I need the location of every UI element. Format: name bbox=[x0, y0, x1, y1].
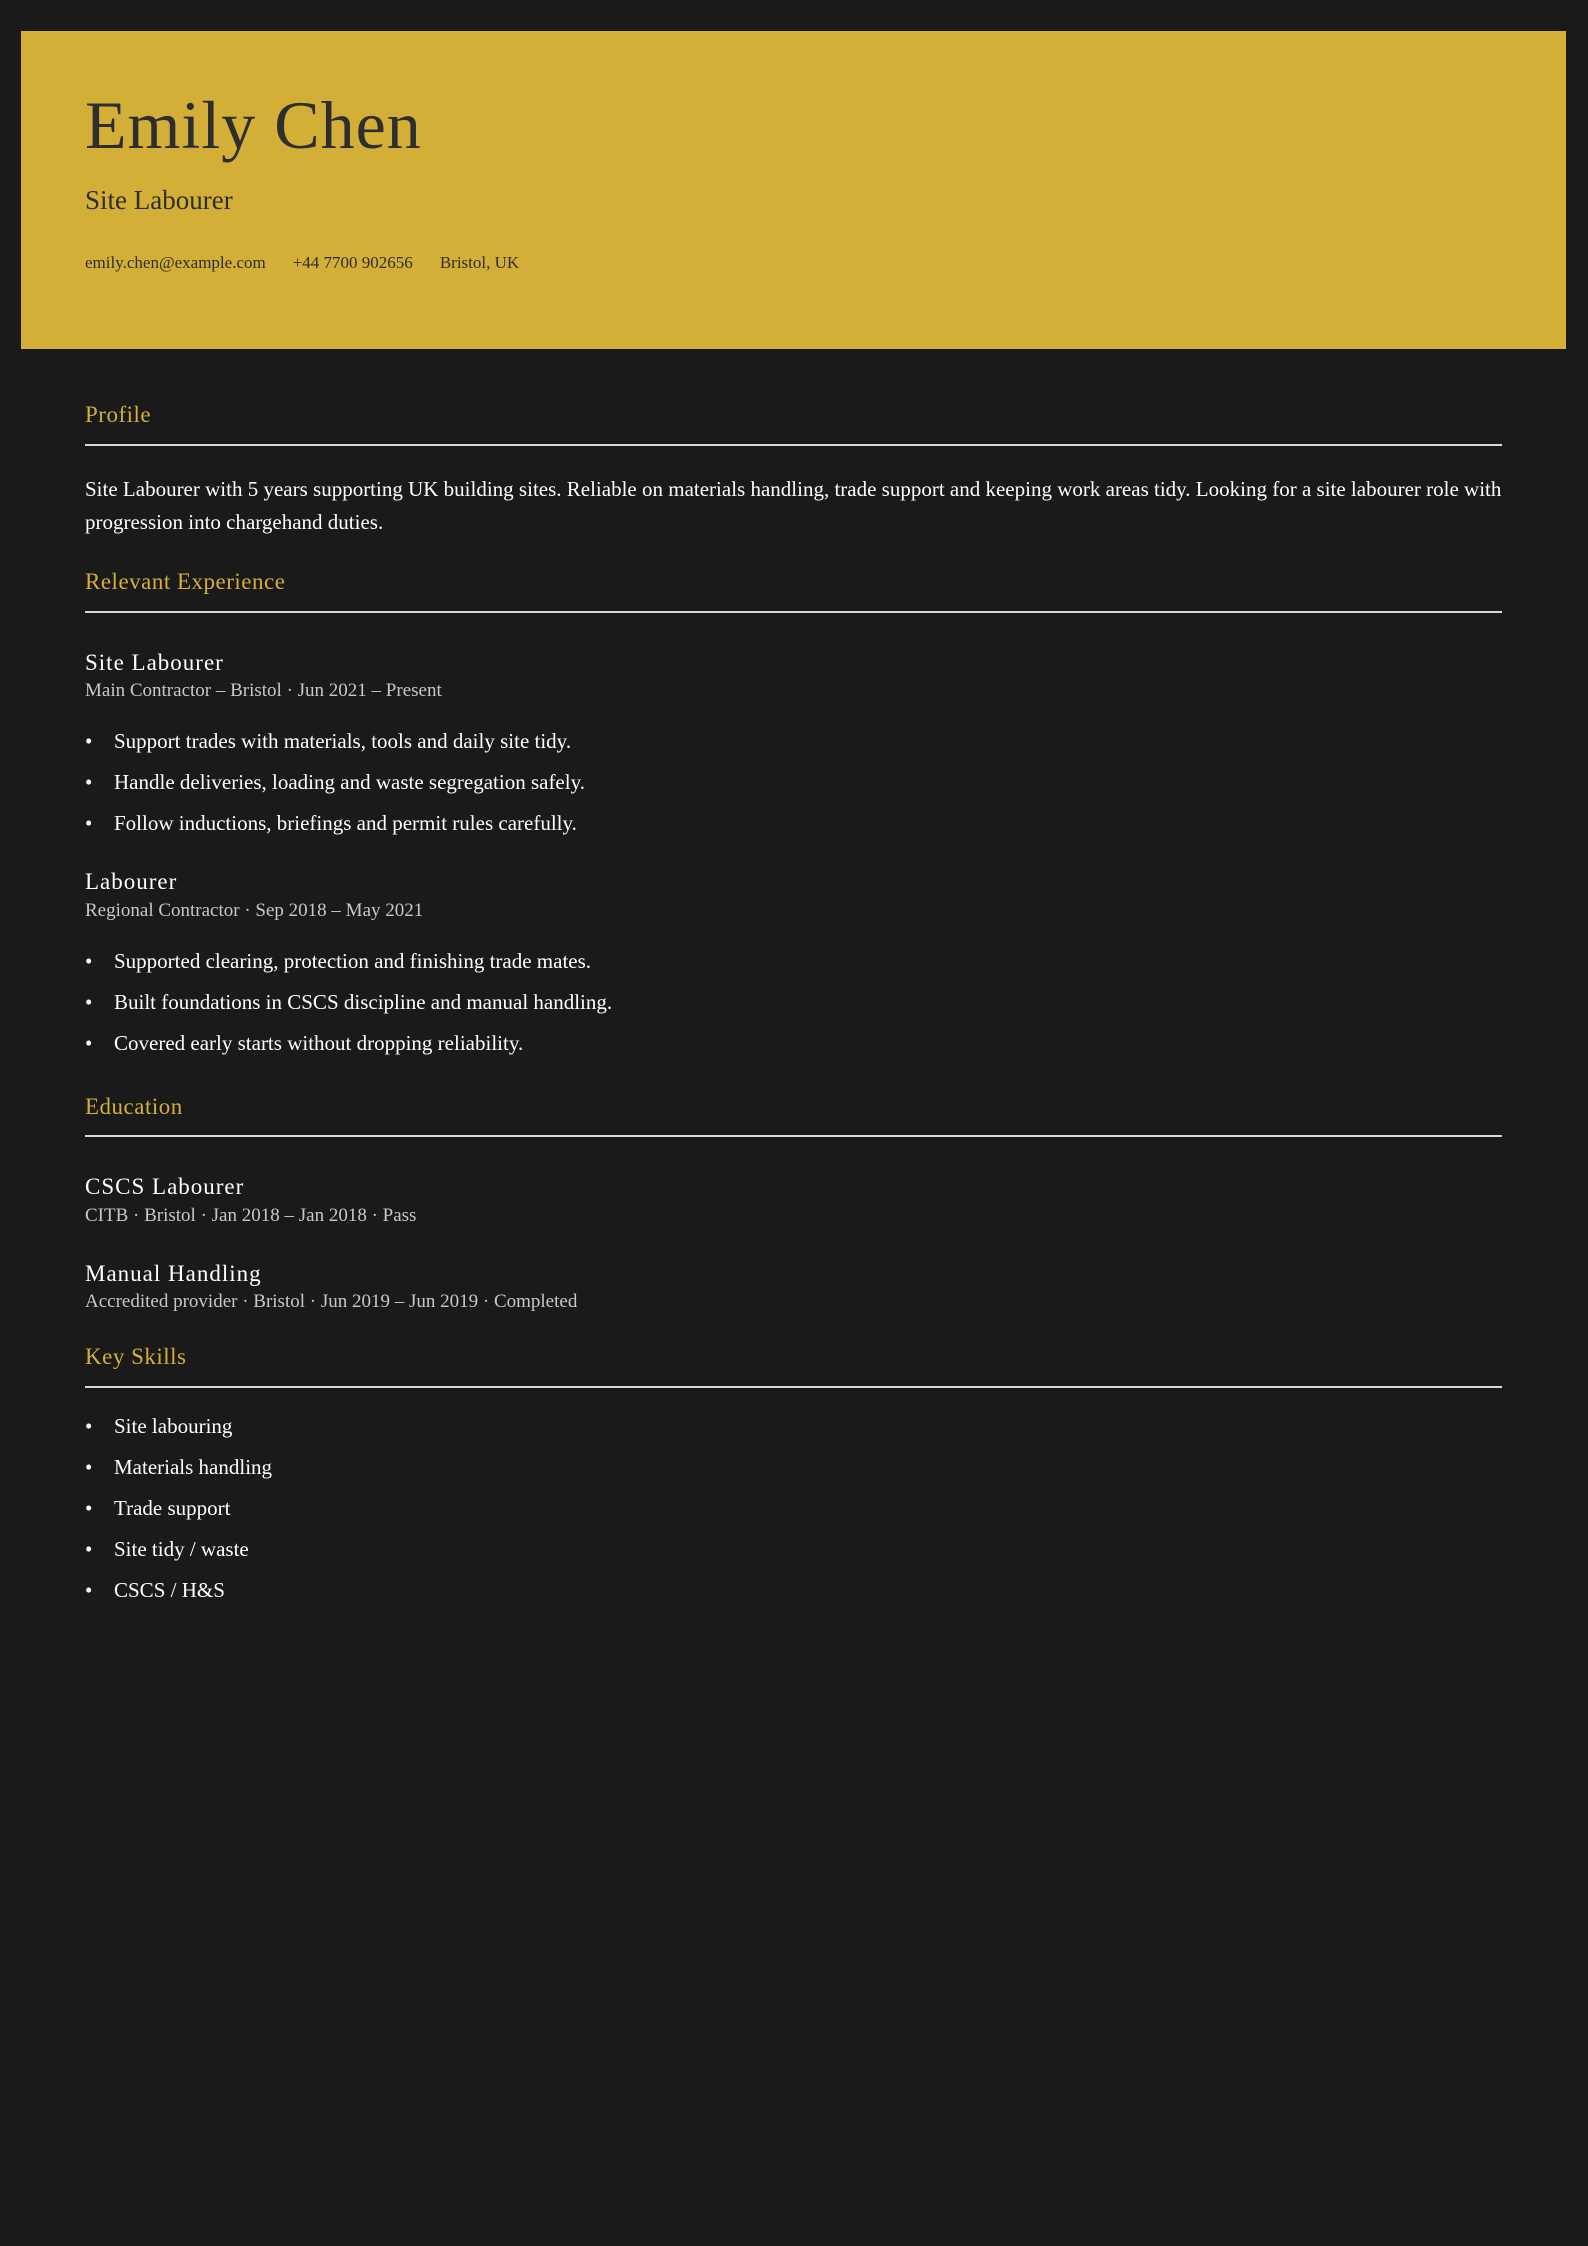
skill-item: • CSCS / H&S bbox=[85, 1570, 1502, 1611]
education-entry bbox=[85, 1260, 1502, 1314]
resume-header bbox=[21, 31, 1566, 349]
experience-section bbox=[85, 567, 1502, 1064]
job-meta: Regional Contractor · Sep 2018 – May 2021 bbox=[85, 899, 424, 921]
candidate-title: Site Labourer bbox=[85, 185, 233, 215]
job-entry bbox=[85, 868, 1502, 1063]
education-meta: CITB · Bristol · Jan 2018 – Jan 2018 · Pass bbox=[85, 1205, 417, 1227]
profile-text: Site Labourer with 5 years supporting UK building sites. Reliable on materials handling, trade support and keeping work areas tidy. Looking for a site labourer role with progression into chargehand duties. bbox=[85, 476, 1502, 534]
education-heading: Education bbox=[85, 1093, 183, 1119]
job-entry bbox=[85, 649, 1502, 844]
skill-item: • Site labouring bbox=[85, 1406, 1502, 1447]
location-text: Bristol, UK bbox=[439, 253, 520, 272]
email-text: emily.chen@example.com bbox=[85, 253, 266, 272]
resume-body bbox=[85, 400, 1502, 1611]
profile-heading: Profile bbox=[85, 402, 152, 427]
job-bullet: • Follow inductions, briefings and permit rules carefully. bbox=[85, 803, 1502, 844]
job-bullets bbox=[85, 941, 1502, 1064]
profile-section bbox=[85, 400, 1502, 539]
job-bullets bbox=[85, 721, 1502, 844]
education-title: CSCS Labourer bbox=[85, 1174, 245, 1200]
section-divider bbox=[85, 1135, 1502, 1137]
job-bullet: • Support trades with materials, tools and daily site tidy. bbox=[85, 721, 1502, 762]
job-bullet: • Supported clearing, protection and finishing trade mates. bbox=[85, 941, 1502, 982]
experience-heading: Relevant Experience bbox=[85, 568, 286, 594]
job-bullet: • Built foundations in CSCS discipline and manual handling. bbox=[85, 982, 1502, 1023]
section-divider bbox=[85, 444, 1502, 446]
job-title: Labourer bbox=[85, 869, 178, 895]
skills-heading: Key Skills bbox=[85, 1344, 187, 1370]
candidate-name: Emily Chen bbox=[85, 87, 422, 163]
job-meta: Main Contractor – Bristol · Jun 2021 – Present bbox=[85, 680, 442, 702]
education-section bbox=[85, 1092, 1502, 1315]
section-divider bbox=[85, 1386, 1502, 1388]
job-bullet: • Handle deliveries, loading and waste segregation safely. bbox=[85, 762, 1502, 803]
skill-item: • Site tidy / waste bbox=[85, 1529, 1502, 1570]
skills-section bbox=[85, 1342, 1502, 1611]
education-meta: Accredited provider · Bristol · Jun 2019 – Jun 2019 · Completed bbox=[85, 1291, 578, 1313]
education-title: Manual Handling bbox=[85, 1260, 262, 1286]
job-bullet: • Covered early starts without dropping reliability. bbox=[85, 1023, 1502, 1064]
skill-item: • Materials handling bbox=[85, 1447, 1502, 1488]
job-title: Site Labourer bbox=[85, 649, 224, 675]
skills-list bbox=[85, 1406, 1502, 1611]
contact-info bbox=[85, 253, 519, 273]
skill-item: • Trade support bbox=[85, 1488, 1502, 1529]
section-divider bbox=[85, 611, 1502, 613]
phone-text: +44 7700 902656 bbox=[292, 253, 413, 272]
education-entry bbox=[85, 1173, 1502, 1227]
